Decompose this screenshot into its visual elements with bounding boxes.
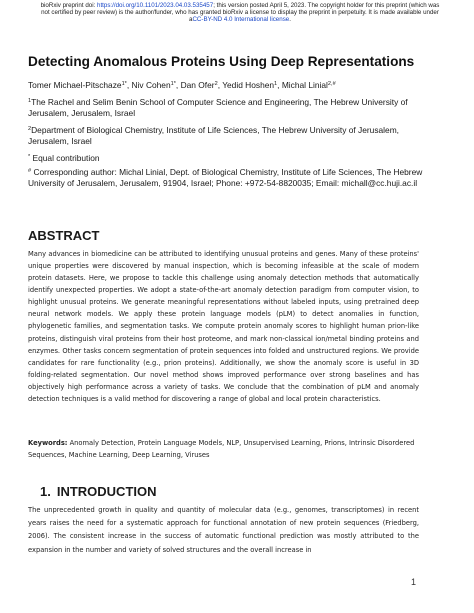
author-separator: , bbox=[277, 80, 282, 90]
author-affiliation-marker: 1* bbox=[121, 81, 127, 87]
author-name: Tomer Michael-Pitschaze bbox=[28, 80, 122, 90]
author-affiliation-marker: 1* bbox=[170, 81, 176, 87]
corresponding-author-note bbox=[28, 167, 438, 189]
equal-contribution-marker: * bbox=[28, 154, 31, 160]
affiliation-1-marker: 1 bbox=[28, 98, 32, 104]
author-name: Niv Cohen bbox=[131, 80, 171, 90]
doi-link[interactable]: https://doi.org/10.1101/2023.04.03.535457 bbox=[97, 2, 214, 9]
introduction-heading bbox=[40, 484, 157, 499]
preprint-copyright-text: ; this version posted April 5, 2023. The copyright holder for this preprint (which was not certified by peer review) is the author/funder, who has granted bioRxiv a license to display the preprint in perpetuity. It is made available under a bbox=[41, 2, 440, 23]
author-name: Yedid Hoshen bbox=[222, 80, 275, 90]
abstract-heading: ABSTRACT bbox=[28, 228, 100, 243]
keywords bbox=[28, 437, 419, 461]
abstract-body: Many advances in biomedicine can be attributed to identifying unusual proteins and genes. Many of these proteins' unique properties were discovered by manual inspection, which is becoming infeasible at the scale of modern protein datasets. Here, we propose to tackle this challenge using anomaly detection methods that automatically identify unexpected properties. We adopt a state-of-the-art anomaly detection paradigm from computer vision, to highlight unusual proteins. We generate meaningful representations without labeled inputs, using pretrained deep neural network models. We apply these protein language models (pLM) to detect anomalies in function, phylogenetic families, and segmentation tasks. We compute protein anomaly scores to highlight human prion-like proteins, distinguish viral proteins from their host proteome, and mark non-classical ion/metal binding proteins and enzymes. Other tasks concern segmentation of protein sequences into folded and unstructured regions. We provide candidates for rare functionality (e.g., prion proteins). Additionally, we show the anomaly score is useful in 3D folding-related segmentation. Our novel method shows improved performance over strong baselines and has objectively high performance across a variety of tasks. We conclude that the combination of pLM and anomaly detection techniques is a valid method for discovering a range of global and local protein characteristics. bbox=[28, 250, 419, 403]
author-list bbox=[28, 80, 458, 90]
author-separator: , bbox=[175, 80, 181, 90]
author-name: Michal Linial bbox=[281, 80, 328, 90]
corresponding-author-marker: # bbox=[28, 168, 32, 174]
paper-title: Detecting Anomalous Proteins Using Deep Representations bbox=[28, 54, 415, 69]
equal-contribution-note bbox=[28, 153, 438, 164]
author-name: Dan Ofer bbox=[180, 80, 215, 90]
author-affiliation-marker: 2,# bbox=[327, 81, 336, 87]
author-separator: , bbox=[126, 80, 132, 90]
keywords-text: Anomaly Detection, Protein Language Models, NLP, Unsupervised Learning, Prions, Intrinsic Disordered Sequences, Machine Learning, Deep Learning, Viruses bbox=[28, 439, 415, 460]
preprint-prefix: bioRxiv preprint doi: bbox=[40, 2, 98, 9]
introduction-body: The unprecedented growth in quality and quantity of molecular data (e.g., genomes, transcriptomes) in recent years raises the need for a systematic approach for functional annotation of new protein sequences (Friedberg, 2006). The consistent increase in the success of automatic functional prediction was mostly attributed to the expansion in the number and variety of solved structures and the overall increase in bbox=[28, 506, 419, 554]
affiliation-2-text: Department of Biological Chemistry, Institute of Life Sciences, The Hebrew University of Jerusalem, Jerusalem, Israel bbox=[28, 125, 400, 146]
affiliation-1-text: The Rachel and Selim Benin School of Computer Science and Engineering, The Hebrew University of Jerusalem, Jerusalem, Israel bbox=[28, 97, 408, 118]
license-link[interactable]: CC-BY-ND 4.0 International license bbox=[192, 16, 290, 23]
author-affiliation-marker: 2 bbox=[214, 81, 218, 87]
preprint-end: . bbox=[289, 16, 291, 23]
affiliation-1 bbox=[28, 97, 438, 119]
affiliation-2 bbox=[28, 125, 438, 147]
corresponding-author-text: Corresponding author: Michal Linial, Dept. of Biological Chemistry, Institute of Life Sciences, The Hebrew University of Jerusalem, Jerusalem, 91904, Israel; Phone: +972-54-8820035; Email: michall@cc.huji.ac.il bbox=[28, 167, 423, 188]
preprint-notice bbox=[40, 2, 440, 23]
equal-contribution-text: Equal contribution bbox=[30, 153, 100, 163]
section-number: 1. bbox=[40, 484, 51, 499]
author-separator: , bbox=[217, 80, 223, 90]
author-affiliation-marker: 1 bbox=[274, 81, 278, 87]
affiliation-2-marker: 2 bbox=[28, 126, 32, 132]
section-title: INTRODUCTION bbox=[56, 484, 157, 499]
keywords-label: Keywords: bbox=[28, 439, 68, 447]
page-number: 1 bbox=[411, 577, 417, 587]
